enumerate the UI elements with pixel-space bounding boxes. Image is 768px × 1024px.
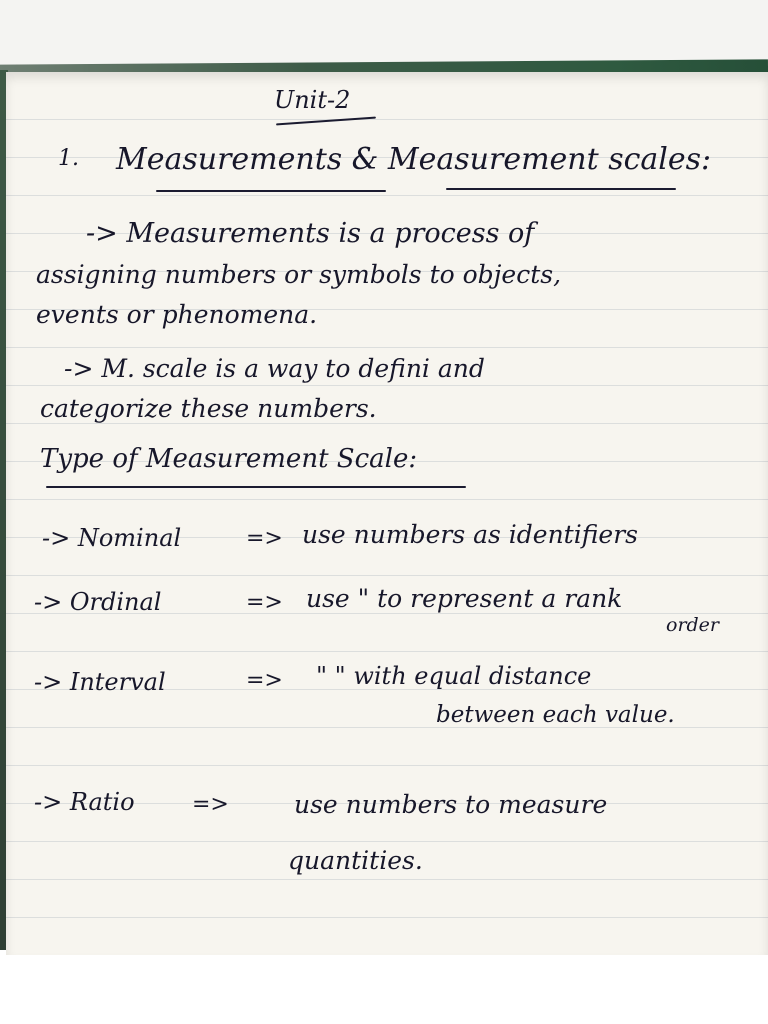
section-heading-underline-2: [446, 188, 676, 190]
type-ratio-arrow: =>: [192, 792, 229, 817]
scale-definition-line-2: categorize these numbers.: [40, 394, 377, 423]
type-nominal-desc: use numbers as identifiers: [302, 520, 638, 549]
notebook-sheet: [6, 72, 768, 956]
type-interval-desc-cont: between each value.: [436, 702, 675, 728]
definition-line-2: assigning numbers or symbols to objects,: [36, 260, 562, 289]
scale-definition-line-1: -> M. scale is a way to defini and: [64, 354, 485, 383]
types-heading: Type of Measurement Scale:: [40, 444, 418, 474]
type-interval-desc: " " with equal distance: [316, 662, 592, 690]
type-nominal-arrow: =>: [246, 526, 283, 551]
definition-line-1: -> Measurements is a process of: [86, 218, 535, 249]
unit-title-underline: [276, 117, 376, 126]
section-heading: Measurements & Measurement scales:: [116, 142, 712, 177]
background-top: [0, 0, 768, 66]
unit-title: Unit-2: [274, 86, 351, 114]
background-bottom: [0, 955, 768, 1024]
type-ordinal-name: -> Ordinal: [34, 588, 162, 616]
type-ratio-name: -> Ratio: [34, 788, 135, 816]
type-ratio-desc-cont: quantities.: [288, 846, 423, 875]
definition-line-3: events or phenomena.: [36, 300, 318, 329]
types-heading-underline: [46, 486, 466, 488]
type-interval-arrow: =>: [246, 668, 283, 693]
section-number: 1.: [58, 146, 79, 171]
type-interval-name: -> Interval: [34, 668, 166, 696]
type-nominal-name: -> Nominal: [42, 524, 182, 552]
type-ordinal-desc: use " to represent a rank: [306, 584, 623, 613]
type-ordinal-desc-cont: order: [666, 614, 720, 636]
type-ratio-desc: use numbers to measure: [294, 790, 608, 819]
section-heading-underline-1: [156, 190, 386, 192]
type-ordinal-arrow: =>: [246, 590, 283, 615]
